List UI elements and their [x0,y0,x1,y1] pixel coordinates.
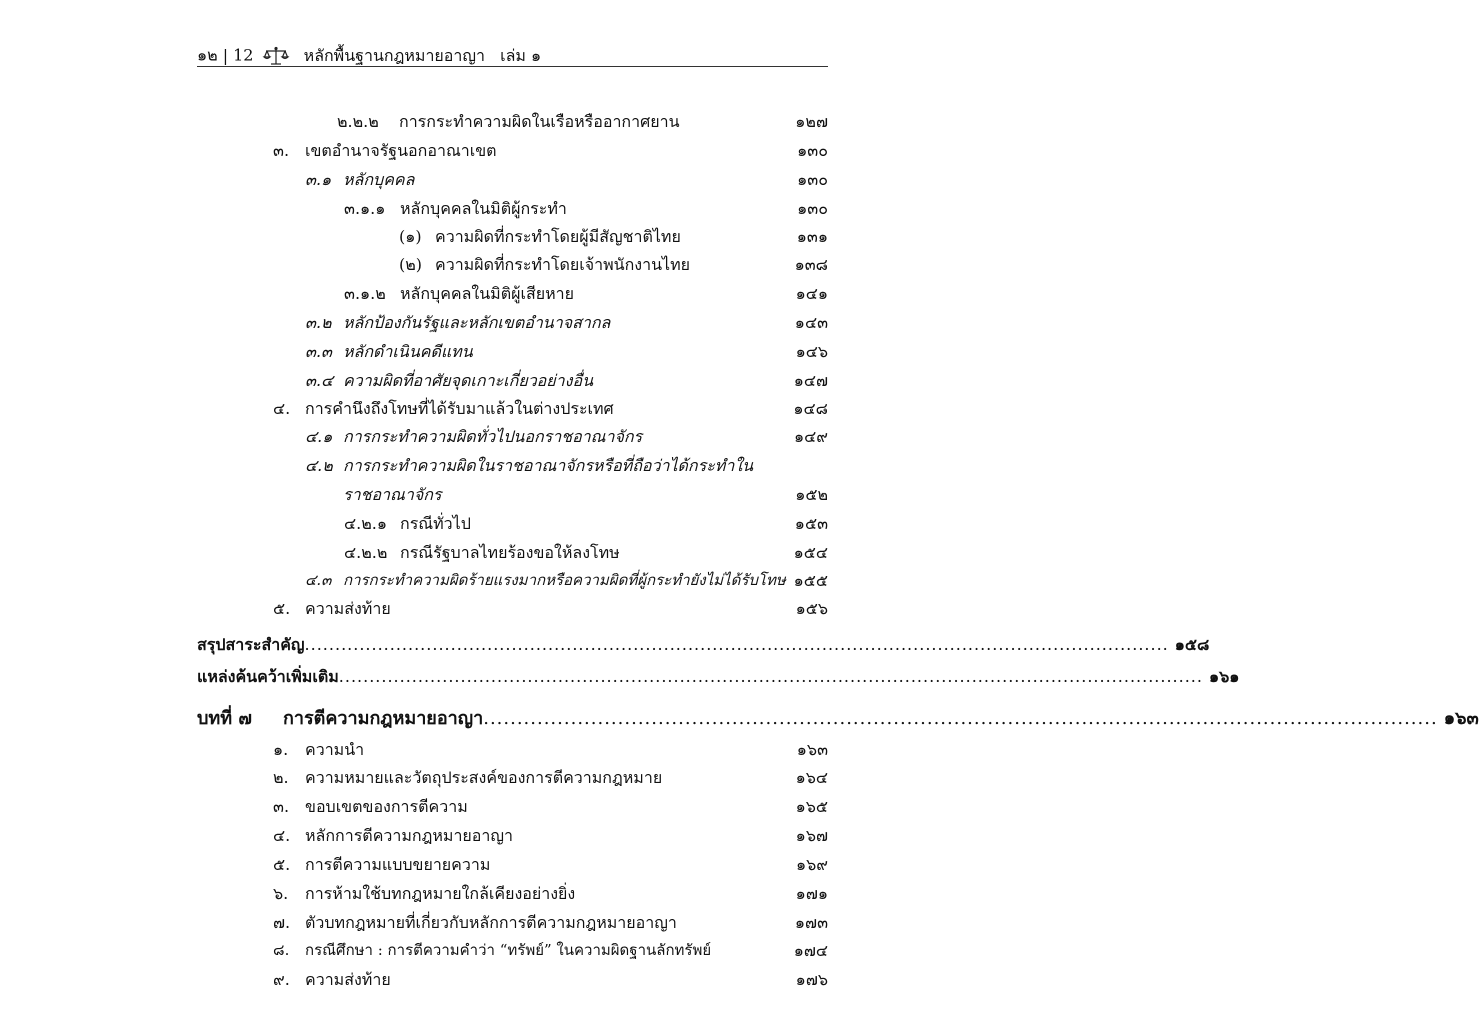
toc-page: ๑๓๘ [794,255,828,274]
toc-page: ๑๔๖ [795,342,828,361]
toc-page: ๑๖๗ [795,826,828,845]
dot-leader: .............................................................................................................................................. [483,708,1438,729]
header-separator: | [222,45,229,65]
toc-summary: สรุปสาระสำคัญ .............................................................................................................................................. ๑๕๘ [197,630,828,660]
toc-page: ๑๕๔ [793,543,828,562]
toc-entry: ๕. การตีความแบบขยายความ [273,855,491,874]
page-number-arabic: 12 [233,45,254,65]
book-title: หลักพื้นฐานกฎหมายอาญา [303,45,486,65]
toc-entry: ๔.๓ การกระทำความผิดร้ายแรงมากหรือความผิดที่ผู้กระทำยังไม่ได้รับโทษ [305,571,786,589]
toc-entry: ๕. ความส่งท้าย [273,599,391,618]
toc-entry: ๑. ความนำ [273,740,365,759]
running-header [197,44,828,67]
toc-entry: (๑) ความผิดที่กระทำโดยผู้มีสัญชาติไทย [399,227,681,246]
toc-page: ๑๗๑ [795,884,828,903]
toc-page: ๑๗๔ [793,941,828,960]
toc-entry: ๔. การคำนึงถึงโทษที่ได้รับมาแล้วในต่างประเทศ [273,399,614,418]
toc-entry: ๒. ความหมายและวัตถุประสงค์ของการตีความกฎหมาย [273,768,663,787]
toc-page: ๑๕๓ [794,514,828,533]
toc-entry: ๒.๒.๒ การกระทำความผิดในเรือหรืออากาศยาน [337,112,680,131]
toc-page: ๑๔๓ [794,313,828,332]
toc-entry: ๔.๒.๑ กรณีทั่วไป [344,514,471,533]
toc-page: ๑๒๗ [795,112,828,131]
toc-page: ๑๔๙ [794,427,828,446]
toc-entry: ๘. กรณีศึกษา : การตีความคำว่า “ทรัพย์” ในความผิดฐานลักทรัพย์ [273,941,712,959]
toc-page: ๑๔๑ [795,284,828,303]
toc-page: ๑๕๕ [793,571,828,590]
toc-entry: ๖. การห้ามใช้บทกฎหมายใกล้เคียงอย่างยิ่ง [273,884,576,903]
toc-entry: ๔.๒ การกระทำความผิดในราชอาณาจักรหรือที่ถือว่าได้กระทำใน [305,456,754,475]
dot-leader: .............................................................................................................................................. [338,667,1203,686]
toc-entry: ๓.๑.๑ หลักบุคคลในมิติผู้กระทำ [344,199,567,218]
toc-page: ๑๓๐ [797,141,828,160]
toc-page: ๑๔๗ [793,371,828,390]
dot-leader: .............................................................................................................................................. [304,635,1169,654]
chapter-heading: บทที่ ๗ การตีความกฎหมายอาญา .............................................................................................................................................. ๑๖๓ [197,704,828,734]
toc-entry: ๔.๒.๒ กรณีรัฐบาลไทยร้องขอให้ลงโทษ [344,543,620,562]
toc-page: ๑๖๙ [795,855,828,874]
toc-entry: ๗. ตัวบทกฎหมายที่เกี่ยวกับหลักการตีความกฎหมายอาญา [273,913,677,932]
toc-page: ๑๖๔ [795,768,828,787]
toc-page: ๑๕๖ [795,599,828,618]
toc-entry: ๓. ขอบเขตของการตีความ [273,797,468,816]
scales-of-justice-icon [263,46,289,66]
toc-entry: ๓.๑ หลักบุคคล [305,170,415,189]
toc-entry: ๓.๔ ความผิดที่อาศัยจุดเกาะเกี่ยวอย่างอื่น [305,371,593,390]
page-number-thai: ๑๒ [197,45,218,65]
toc-page: ๑๓๐ [797,199,828,218]
toc-references: แหล่งค้นคว้าเพิ่มเติม .............................................................................................................................................. ๑๖๑ [197,662,828,692]
toc-page: ๑๓๑ [796,227,828,246]
toc-entry: ๓. เขตอำนาจรัฐนอกอาณาเขต [273,141,497,160]
toc-entry: (๒) ความผิดที่กระทำโดยเจ้าพนักงานไทย [399,255,690,274]
toc-entry: ๓.๑.๒ หลักบุคคลในมิติผู้เสียหาย [344,284,574,303]
toc-page: ๑๖๕ [795,797,828,816]
toc-entry: ๙. ความส่งท้าย [273,970,391,989]
toc-entry-continuation: ราชอาณาจักร [343,485,442,504]
book-volume: เล่ม ๑ [500,45,542,65]
toc-entry: ๔.๑ การกระทำความผิดทั่วไปนอกราชอาณาจักร [305,427,643,446]
toc-entry: ๔. หลักการตีความกฎหมายอาญา [273,826,514,845]
toc-page: ๑๕๒ [795,485,828,504]
toc-page: ๑๖๓ [796,740,828,759]
toc-page: ๑๔๘ [793,399,828,418]
toc-entry: ๓.๒ หลักป้องกันรัฐและหลักเขตอำนาจสากล [305,313,611,332]
toc-page: ๑๗๖ [795,970,828,989]
toc-entry: ๓.๓ หลักดำเนินคดีแทน [305,342,473,361]
toc-page: ๑๗๓ [794,913,828,932]
toc-page: ๑๓๐ [797,170,828,189]
